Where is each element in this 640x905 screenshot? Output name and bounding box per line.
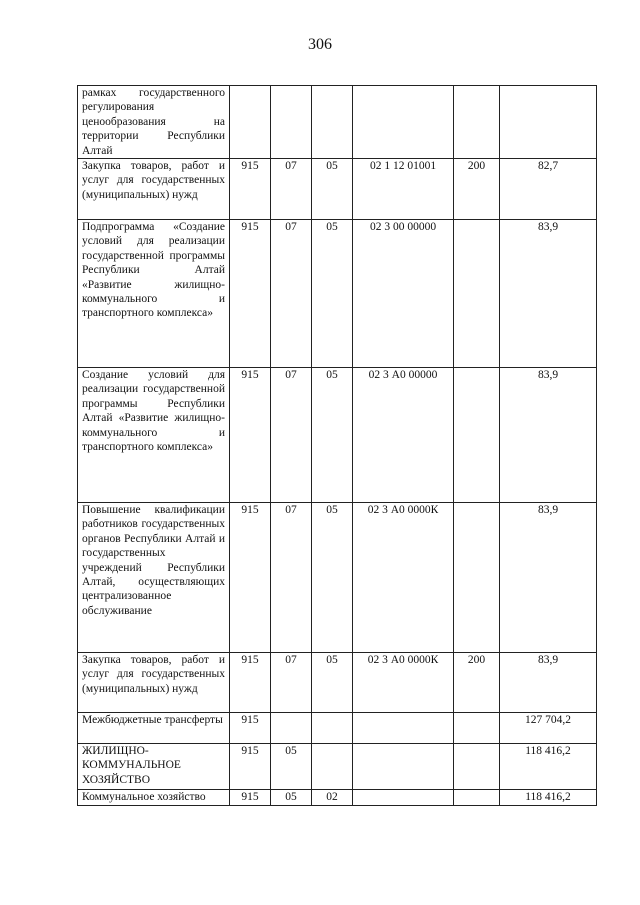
grbs-cell: 915 — [230, 713, 271, 744]
amount-cell: 118 416,2 — [500, 790, 597, 806]
section-cell: 07 — [271, 653, 312, 713]
subsection-cell — [312, 86, 353, 159]
amount-cell: 127 704,2 — [500, 713, 597, 744]
expense-type-cell — [454, 744, 500, 790]
table-row — [78, 744, 597, 790]
subsection-cell: 05 — [312, 368, 353, 503]
row-name-cell: Закупка товаров, работ и услуг для государственных (муниципальных) нужд — [78, 159, 230, 220]
table-row — [78, 653, 597, 713]
expense-type-cell — [454, 220, 500, 368]
subsection-cell: 05 — [312, 220, 353, 368]
amount-cell: 83,9 — [500, 368, 597, 503]
grbs-cell: 915 — [230, 503, 271, 653]
target-article-cell: 02 3 А0 0000К — [353, 653, 454, 713]
row-name-cell: Подпрограмма «Создание условий для реализации государственной программы Республики Алтай «Развитие жилищно-коммунального и транспортного комплекса» — [78, 220, 230, 368]
section-cell — [271, 713, 312, 744]
amount-cell: 83,9 — [500, 503, 597, 653]
table-row — [78, 713, 597, 744]
budget-table — [77, 85, 597, 806]
section-cell: 07 — [271, 159, 312, 220]
subsection-cell: 05 — [312, 159, 353, 220]
subsection-cell — [312, 713, 353, 744]
table-row — [78, 220, 597, 368]
page-number: 306 — [308, 36, 332, 53]
target-article-cell — [353, 744, 454, 790]
expense-type-cell — [454, 790, 500, 806]
grbs-cell: 915 — [230, 220, 271, 368]
expense-type-cell: 200 — [454, 159, 500, 220]
table-row — [78, 86, 597, 159]
row-name-cell: ЖИЛИЩНО-КОММУНАЛЬНОЕ ХОЗЯЙСТВО — [78, 744, 230, 790]
target-article-cell — [353, 713, 454, 744]
grbs-cell: 915 — [230, 368, 271, 503]
subsection-cell — [312, 744, 353, 790]
expense-type-cell — [454, 713, 500, 744]
table-row — [78, 790, 597, 806]
grbs-cell: 915 — [230, 653, 271, 713]
subsection-cell: 02 — [312, 790, 353, 806]
section-cell: 07 — [271, 368, 312, 503]
target-article-cell: 02 3 А0 0000К — [353, 503, 454, 653]
grbs-cell — [230, 86, 271, 159]
section-cell: 05 — [271, 790, 312, 806]
section-cell: 07 — [271, 220, 312, 368]
grbs-cell: 915 — [230, 790, 271, 806]
amount-cell: 82,7 — [500, 159, 597, 220]
row-name-cell: Закупка товаров, работ и услуг для государственных (муниципальных) нужд — [78, 653, 230, 713]
expense-type-cell: 200 — [454, 653, 500, 713]
target-article-cell: 02 1 12 01001 — [353, 159, 454, 220]
table-row — [78, 159, 597, 220]
expense-type-cell — [454, 503, 500, 653]
table-row — [78, 503, 597, 653]
expense-type-cell — [454, 368, 500, 503]
row-name-cell: Создание условий для реализации государственной программы Республики Алтай «Развитие жилищно-коммунального и транспортного комплекса» — [78, 368, 230, 503]
target-article-cell: 02 3 А0 00000 — [353, 368, 454, 503]
grbs-cell: 915 — [230, 744, 271, 790]
row-name-cell: Повышение квалификации работников государственных органов Республики Алтай и государственных учреждений Республики Алтай, осуществляющих централизованное обслуживание — [78, 503, 230, 653]
section-cell: 07 — [271, 503, 312, 653]
subsection-cell: 05 — [312, 503, 353, 653]
section-cell: 05 — [271, 744, 312, 790]
target-article-cell — [353, 86, 454, 159]
expense-type-cell — [454, 86, 500, 159]
row-name-cell: Коммунальное хозяйство — [78, 790, 230, 806]
amount-cell: 83,9 — [500, 220, 597, 368]
table-row — [78, 368, 597, 503]
subsection-cell: 05 — [312, 653, 353, 713]
target-article-cell: 02 3 00 00000 — [353, 220, 454, 368]
target-article-cell — [353, 790, 454, 806]
section-cell — [271, 86, 312, 159]
amount-cell: 83,9 — [500, 653, 597, 713]
amount-cell — [500, 86, 597, 159]
amount-cell: 118 416,2 — [500, 744, 597, 790]
grbs-cell: 915 — [230, 159, 271, 220]
row-name-cell: рамках государственного регулирования ценообразования на территории Республики Алтай — [78, 86, 230, 159]
row-name-cell: Межбюджетные трансферты — [78, 713, 230, 744]
